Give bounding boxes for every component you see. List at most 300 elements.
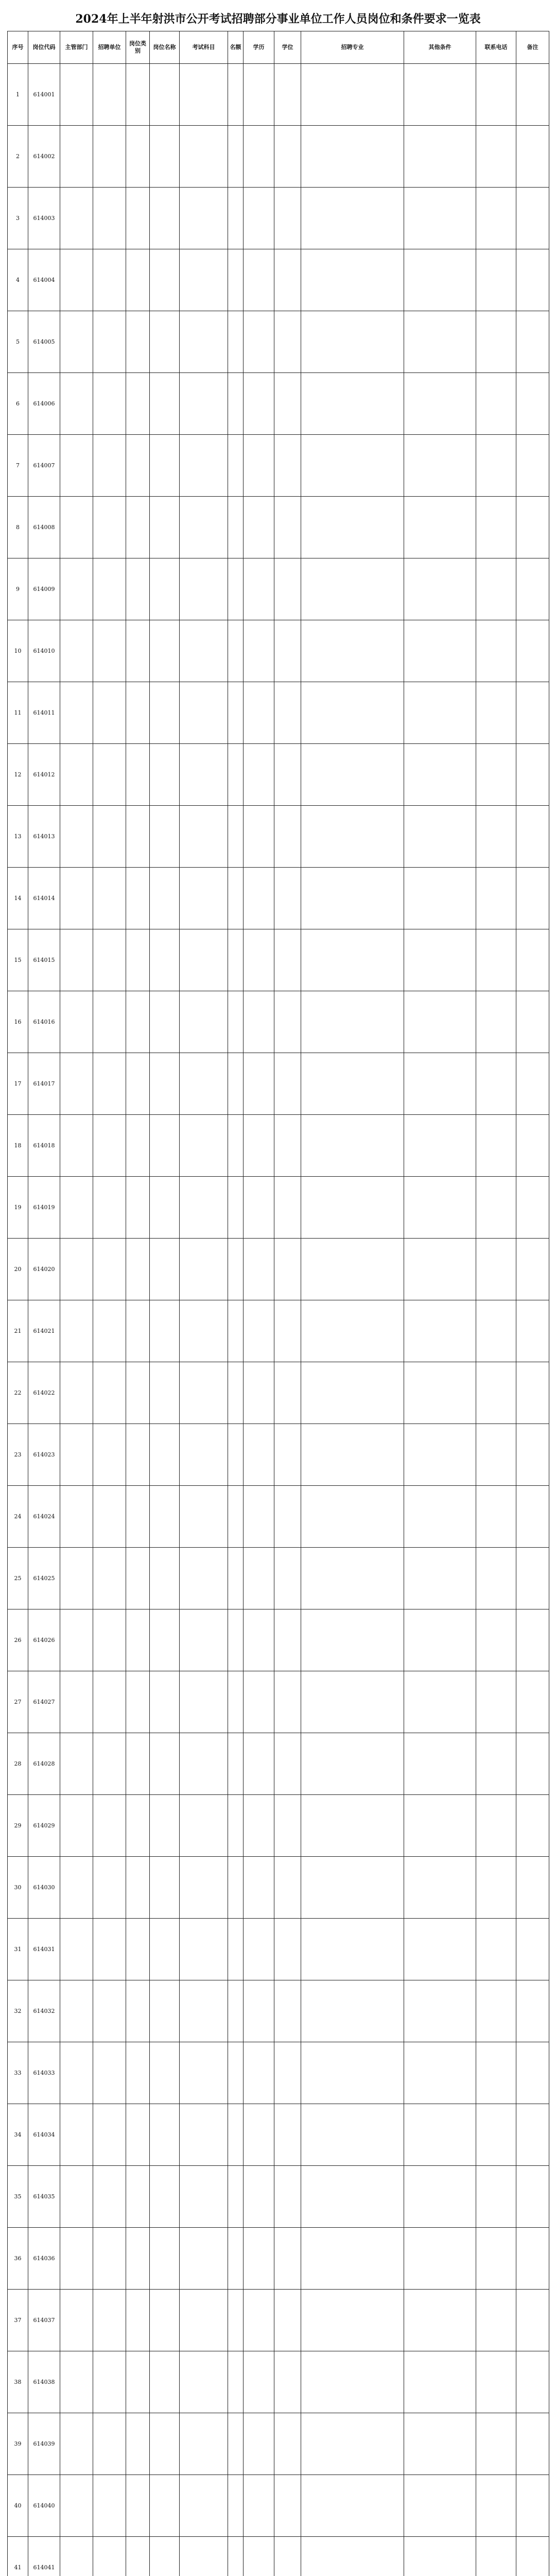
document-title: 2024年上半年射洪市公开考试招聘部分事业单位工作人员岗位和条件要求一览表: [75, 12, 481, 26]
position-category-cell: [126, 1795, 150, 1857]
hiring-unit-cell: [93, 435, 126, 497]
other-conditions-cell: [404, 682, 476, 744]
other-conditions-cell: [404, 868, 476, 929]
degree-cell: [274, 1733, 301, 1795]
other-conditions-cell: [404, 744, 476, 806]
position-code-cell: 614017: [28, 1053, 60, 1115]
position-category-cell: [126, 806, 150, 868]
hiring-unit-cell: [93, 2166, 126, 2228]
degree-cell: [274, 2166, 301, 2228]
table-row: [8, 620, 549, 682]
hiring-unit-cell: [93, 1362, 126, 1424]
exam-subject-cell: [180, 2166, 228, 2228]
table-row: [8, 1919, 549, 1980]
position-category-cell: [126, 1919, 150, 1980]
remark-cell: [516, 1239, 549, 1300]
position-code-cell: 614027: [28, 1671, 60, 1733]
position-category-cell: [126, 1362, 150, 1424]
header-row: [8, 31, 549, 64]
exam-subject-cell: [180, 868, 228, 929]
hiring-unit-cell: [93, 311, 126, 373]
education-cell: [244, 2413, 274, 2475]
row-number-cell: 6: [8, 373, 28, 435]
remark-cell: [516, 682, 549, 744]
hiring-unit-cell: [93, 1486, 126, 1548]
position-category-cell: [126, 2475, 150, 2537]
hiring-unit-cell: [93, 497, 126, 558]
row-number-cell: 1: [8, 64, 28, 126]
contact-phone-cell: [476, 1177, 516, 1239]
hiring-unit-cell: [93, 2413, 126, 2475]
row-number-cell: 12: [8, 744, 28, 806]
major-cell: [301, 991, 404, 1053]
contact-phone-cell: [476, 558, 516, 620]
position-code-cell: 614040: [28, 2475, 60, 2537]
degree-cell: [274, 868, 301, 929]
quota-cell: [228, 2413, 244, 2475]
position-category-cell: [126, 1424, 150, 1486]
position-name-cell: [150, 682, 180, 744]
table-header: [8, 31, 549, 64]
department-cell: [60, 682, 93, 744]
degree-cell: [274, 2351, 301, 2413]
contact-phone-cell: [476, 1919, 516, 1980]
major-cell: [301, 1795, 404, 1857]
department-cell: [60, 311, 93, 373]
quota-cell: [228, 991, 244, 1053]
contact-phone-cell: [476, 2104, 516, 2166]
hiring-unit-cell: [93, 1980, 126, 2042]
contact-phone-cell: [476, 1486, 516, 1548]
position-name-cell: [150, 249, 180, 311]
position-code-cell: 614006: [28, 373, 60, 435]
remark-cell: [516, 2290, 549, 2351]
department-cell: [60, 1300, 93, 1362]
department-cell: [60, 1115, 93, 1177]
education-cell: [244, 1239, 274, 1300]
contact-phone-cell: [476, 2228, 516, 2290]
exam-subject-cell: [180, 1424, 228, 1486]
position-code-cell: 614012: [28, 744, 60, 806]
position-code-cell: 614004: [28, 249, 60, 311]
position-name-cell: [150, 620, 180, 682]
major-cell: [301, 64, 404, 126]
remark-cell: [516, 249, 549, 311]
major-cell: [301, 1857, 404, 1919]
table-row: [8, 868, 549, 929]
hiring-unit-cell: [93, 558, 126, 620]
quota-cell: [228, 2475, 244, 2537]
remark-cell: [516, 188, 549, 249]
other-conditions-cell: [404, 2104, 476, 2166]
position-name-cell: [150, 1300, 180, 1362]
row-number-cell: 30: [8, 1857, 28, 1919]
position-code-cell: 614030: [28, 1857, 60, 1919]
table-row: [8, 373, 549, 435]
position-category-cell: [126, 1609, 150, 1671]
exam-subject-cell: [180, 682, 228, 744]
other-conditions-cell: [404, 1857, 476, 1919]
education-cell: [244, 373, 274, 435]
degree-cell: [274, 1548, 301, 1609]
remark-cell: [516, 806, 549, 868]
major-cell: [301, 2290, 404, 2351]
degree-cell: [274, 929, 301, 991]
column-header: 其他条件: [404, 31, 476, 64]
degree-cell: [274, 744, 301, 806]
quota-cell: [228, 682, 244, 744]
contact-phone-cell: [476, 497, 516, 558]
remark-cell: [516, 2104, 549, 2166]
exam-subject-cell: [180, 497, 228, 558]
quota-cell: [228, 1300, 244, 1362]
position-code-cell: 614036: [28, 2228, 60, 2290]
quota-cell: [228, 929, 244, 991]
contact-phone-cell: [476, 1733, 516, 1795]
major-cell: [301, 2351, 404, 2413]
position-category-cell: [126, 1733, 150, 1795]
hiring-unit-cell: [93, 2104, 126, 2166]
position-code-cell: 614037: [28, 2290, 60, 2351]
education-cell: [244, 1609, 274, 1671]
position-code-cell: 614032: [28, 1980, 60, 2042]
contact-phone-cell: [476, 249, 516, 311]
department-cell: [60, 620, 93, 682]
other-conditions-cell: [404, 2351, 476, 2413]
hiring-unit-cell: [93, 249, 126, 311]
department-cell: [60, 2475, 93, 2537]
row-number-cell: 15: [8, 929, 28, 991]
position-name-cell: [150, 2537, 180, 2576]
table-row: [8, 558, 549, 620]
hiring-unit-cell: [93, 806, 126, 868]
other-conditions-cell: [404, 806, 476, 868]
position-category-cell: [126, 682, 150, 744]
position-code-cell: 614024: [28, 1486, 60, 1548]
row-number-cell: 17: [8, 1053, 28, 1115]
position-code-cell: 614025: [28, 1548, 60, 1609]
major-cell: [301, 1115, 404, 1177]
education-cell: [244, 2228, 274, 2290]
row-number-cell: 3: [8, 188, 28, 249]
degree-cell: [274, 497, 301, 558]
major-cell: [301, 1053, 404, 1115]
row-number-cell: 24: [8, 1486, 28, 1548]
position-name-cell: [150, 1424, 180, 1486]
exam-subject-cell: [180, 2475, 228, 2537]
department-cell: [60, 868, 93, 929]
remark-cell: [516, 1795, 549, 1857]
table-row: [8, 64, 549, 126]
table-row: [8, 188, 549, 249]
major-cell: [301, 744, 404, 806]
position-category-cell: [126, 744, 150, 806]
table-row: [8, 929, 549, 991]
education-cell: [244, 1733, 274, 1795]
department-cell: [60, 1733, 93, 1795]
table-row: [8, 1671, 549, 1733]
remark-cell: [516, 373, 549, 435]
department-cell: [60, 1053, 93, 1115]
major-cell: [301, 1300, 404, 1362]
quota-cell: [228, 435, 244, 497]
position-code-cell: 614026: [28, 1609, 60, 1671]
row-number-cell: 27: [8, 1671, 28, 1733]
remark-cell: [516, 2413, 549, 2475]
major-cell: [301, 868, 404, 929]
quota-cell: [228, 2166, 244, 2228]
position-code-cell: 614019: [28, 1177, 60, 1239]
degree-cell: [274, 126, 301, 188]
position-name-cell: [150, 1362, 180, 1424]
position-code-cell: 614007: [28, 435, 60, 497]
exam-subject-cell: [180, 991, 228, 1053]
row-number-cell: 38: [8, 2351, 28, 2413]
degree-cell: [274, 249, 301, 311]
education-cell: [244, 929, 274, 991]
exam-subject-cell: [180, 929, 228, 991]
degree-cell: [274, 2475, 301, 2537]
degree-cell: [274, 2228, 301, 2290]
position-name-cell: [150, 2413, 180, 2475]
row-number-cell: 39: [8, 2413, 28, 2475]
row-number-cell: 19: [8, 1177, 28, 1239]
position-code-cell: 614003: [28, 188, 60, 249]
major-cell: [301, 1177, 404, 1239]
major-cell: [301, 929, 404, 991]
education-cell: [244, 2290, 274, 2351]
exam-subject-cell: [180, 1053, 228, 1115]
department-cell: [60, 64, 93, 126]
exam-subject-cell: [180, 620, 228, 682]
hiring-unit-cell: [93, 620, 126, 682]
other-conditions-cell: [404, 558, 476, 620]
department-cell: [60, 991, 93, 1053]
education-cell: [244, 249, 274, 311]
department-cell: [60, 1609, 93, 1671]
column-header: 学历: [244, 31, 274, 64]
contact-phone-cell: [476, 311, 516, 373]
position-code-cell: 614029: [28, 1795, 60, 1857]
exam-subject-cell: [180, 1857, 228, 1919]
quota-cell: [228, 1424, 244, 1486]
degree-cell: [274, 1919, 301, 1980]
column-header: 岗位类别: [126, 31, 150, 64]
hiring-unit-cell: [93, 868, 126, 929]
exam-subject-cell: [180, 249, 228, 311]
department-cell: [60, 188, 93, 249]
exam-subject-cell: [180, 64, 228, 126]
department-cell: [60, 1548, 93, 1609]
position-name-cell: [150, 1919, 180, 1980]
row-number-cell: 21: [8, 1300, 28, 1362]
table-row: [8, 1795, 549, 1857]
position-code-cell: 614016: [28, 991, 60, 1053]
table-row: [8, 2166, 549, 2228]
other-conditions-cell: [404, 1486, 476, 1548]
exam-subject-cell: [180, 1795, 228, 1857]
position-category-cell: [126, 1053, 150, 1115]
position-category-cell: [126, 1486, 150, 1548]
quota-cell: [228, 1919, 244, 1980]
contact-phone-cell: [476, 126, 516, 188]
quota-cell: [228, 1795, 244, 1857]
hiring-unit-cell: [93, 2042, 126, 2104]
table-row: [8, 1239, 549, 1300]
row-number-cell: 11: [8, 682, 28, 744]
position-name-cell: [150, 2104, 180, 2166]
exam-subject-cell: [180, 1609, 228, 1671]
major-cell: [301, 1733, 404, 1795]
table-row: [8, 1980, 549, 2042]
row-number-cell: 34: [8, 2104, 28, 2166]
education-cell: [244, 558, 274, 620]
row-number-cell: 9: [8, 558, 28, 620]
position-code-cell: 614018: [28, 1115, 60, 1177]
quota-cell: [228, 1671, 244, 1733]
position-name-cell: [150, 1671, 180, 1733]
education-cell: [244, 2166, 274, 2228]
exam-subject-cell: [180, 311, 228, 373]
quota-cell: [228, 311, 244, 373]
education-cell: [244, 1115, 274, 1177]
quota-cell: [228, 2228, 244, 2290]
position-code-cell: 614020: [28, 1239, 60, 1300]
position-name-cell: [150, 1609, 180, 1671]
degree-cell: [274, 620, 301, 682]
other-conditions-cell: [404, 2413, 476, 2475]
table-row: [8, 991, 549, 1053]
position-name-cell: [150, 1177, 180, 1239]
degree-cell: [274, 435, 301, 497]
contact-phone-cell: [476, 435, 516, 497]
exam-subject-cell: [180, 1362, 228, 1424]
position-category-cell: [126, 929, 150, 991]
department-cell: [60, 2042, 93, 2104]
position-code-cell: 614038: [28, 2351, 60, 2413]
exam-subject-cell: [180, 1300, 228, 1362]
other-conditions-cell: [404, 373, 476, 435]
major-cell: [301, 806, 404, 868]
hiring-unit-cell: [93, 2351, 126, 2413]
quota-cell: [228, 1115, 244, 1177]
position-category-cell: [126, 2042, 150, 2104]
position-category-cell: [126, 311, 150, 373]
degree-cell: [274, 2413, 301, 2475]
other-conditions-cell: [404, 1980, 476, 2042]
degree-cell: [274, 1053, 301, 1115]
remark-cell: [516, 620, 549, 682]
remark-cell: [516, 1177, 549, 1239]
position-name-cell: [150, 2042, 180, 2104]
table-row: [8, 682, 549, 744]
degree-cell: [274, 1795, 301, 1857]
department-cell: [60, 744, 93, 806]
degree-cell: [274, 558, 301, 620]
hiring-unit-cell: [93, 1115, 126, 1177]
quota-cell: [228, 1362, 244, 1424]
quota-cell: [228, 806, 244, 868]
education-cell: [244, 1424, 274, 1486]
hiring-unit-cell: [93, 1548, 126, 1609]
position-code-cell: 614002: [28, 126, 60, 188]
education-cell: [244, 1919, 274, 1980]
remark-cell: [516, 126, 549, 188]
other-conditions-cell: [404, 249, 476, 311]
degree-cell: [274, 64, 301, 126]
remark-cell: [516, 2475, 549, 2537]
position-category-cell: [126, 1177, 150, 1239]
exam-subject-cell: [180, 1486, 228, 1548]
contact-phone-cell: [476, 2290, 516, 2351]
position-code-cell: 614021: [28, 1300, 60, 1362]
quota-cell: [228, 1486, 244, 1548]
row-number-cell: 23: [8, 1424, 28, 1486]
remark-cell: [516, 2042, 549, 2104]
contact-phone-cell: [476, 1980, 516, 2042]
row-number-cell: 18: [8, 1115, 28, 1177]
hiring-unit-cell: [93, 2290, 126, 2351]
hiring-unit-cell: [93, 2537, 126, 2576]
major-cell: [301, 2537, 404, 2576]
education-cell: [244, 1486, 274, 1548]
row-number-cell: 25: [8, 1548, 28, 1609]
quota-cell: [228, 1053, 244, 1115]
position-category-cell: [126, 868, 150, 929]
education-cell: [244, 1177, 274, 1239]
table-row: [8, 1362, 549, 1424]
exam-subject-cell: [180, 744, 228, 806]
exam-subject-cell: [180, 2290, 228, 2351]
position-code-cell: 614022: [28, 1362, 60, 1424]
contact-phone-cell: [476, 1548, 516, 1609]
education-cell: [244, 2475, 274, 2537]
degree-cell: [274, 373, 301, 435]
other-conditions-cell: [404, 64, 476, 126]
row-number-cell: 22: [8, 1362, 28, 1424]
remark-cell: [516, 2228, 549, 2290]
hiring-unit-cell: [93, 991, 126, 1053]
hiring-unit-cell: [93, 1609, 126, 1671]
department-cell: [60, 1362, 93, 1424]
hiring-unit-cell: [93, 1300, 126, 1362]
major-cell: [301, 373, 404, 435]
other-conditions-cell: [404, 620, 476, 682]
position-category-cell: [126, 558, 150, 620]
row-number-cell: 16: [8, 991, 28, 1053]
exam-subject-cell: [180, 1671, 228, 1733]
major-cell: [301, 2413, 404, 2475]
position-category-cell: [126, 249, 150, 311]
column-header: 招聘专业: [301, 31, 404, 64]
table-row: [8, 1424, 549, 1486]
contact-phone-cell: [476, 620, 516, 682]
row-number-cell: 8: [8, 497, 28, 558]
exam-subject-cell: [180, 1919, 228, 1980]
position-category-cell: [126, 64, 150, 126]
education-cell: [244, 620, 274, 682]
department-cell: [60, 435, 93, 497]
remark-cell: [516, 497, 549, 558]
table-row: [8, 1053, 549, 1115]
row-number-cell: 20: [8, 1239, 28, 1300]
position-name-cell: [150, 373, 180, 435]
contact-phone-cell: [476, 1671, 516, 1733]
department-cell: [60, 1980, 93, 2042]
degree-cell: [274, 991, 301, 1053]
remark-cell: [516, 64, 549, 126]
hiring-unit-cell: [93, 744, 126, 806]
